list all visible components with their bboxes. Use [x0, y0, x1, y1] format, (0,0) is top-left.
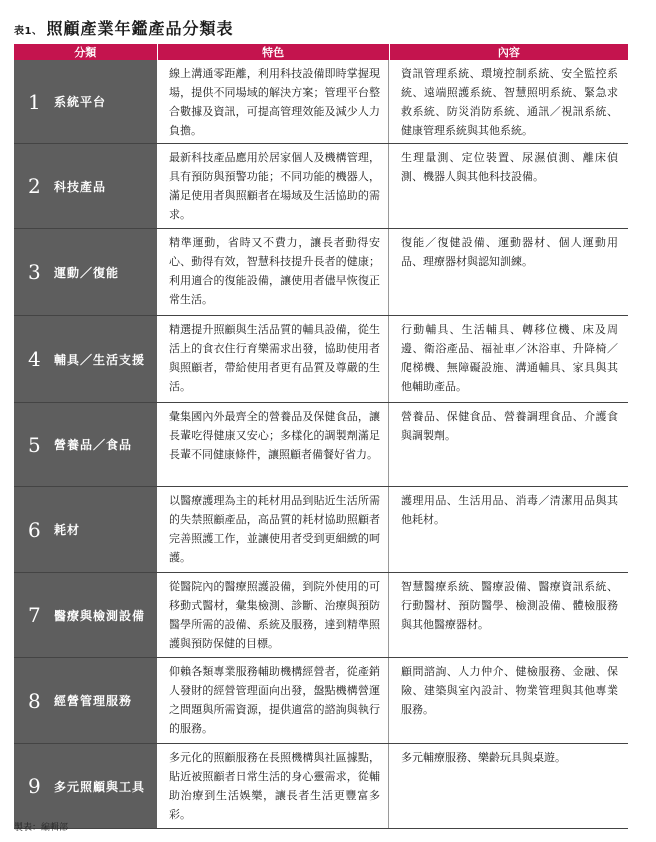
- contents-cell: 智慧醫療系統、醫療設備、醫療資訊系統、行動醫材、預防醫學、檢測設備、體檢服務與其他醫療器材。: [401, 580, 618, 631]
- table-heading: 照顧產業年鑑產品分類表: [46, 19, 234, 38]
- category-cell: [14, 229, 157, 315]
- contents-cell: 行動輔具、生活輔具、轉移位機、床及周邊、衛浴產品、福祉車／沐浴車、升降椅／爬梯機、無障礙設施、溝通輔具、家具與其他輔助產品。: [401, 323, 618, 393]
- category-cell: [14, 60, 157, 143]
- features-cell: 以醫療護理為主的耗材用品到貼近生活所需的失禁照顧產品，高品質的耗材協助照顧者完善照護工作，並讓使用者受到更細緻的呵護。: [157, 487, 389, 572]
- row-number: 7: [28, 603, 41, 627]
- contents-cell: 生理量測、定位裝置、尿濕偵測、離床偵測、機器人與其他科技設備。: [401, 151, 618, 183]
- category-cell: [14, 573, 157, 657]
- features-cell: 彙集國內外最齊全的營養品及保健食品，讓長輩吃得健康又安心；多樣化的調製劑滿足長輩不同健康條件，讓照顧者備餐好省力。: [157, 403, 389, 486]
- table-row: [14, 572, 628, 657]
- category-cell: [14, 658, 157, 743]
- row-number: 6: [28, 517, 41, 542]
- row-number: 3: [28, 260, 41, 284]
- contents-cell: 護理用品、生活用品、消毒／清潔用品與其他耗材。: [401, 494, 618, 526]
- category-cell: [14, 144, 157, 228]
- row-number: 9: [28, 774, 41, 798]
- table-row: [14, 143, 628, 228]
- header-contents: 內容: [389, 44, 628, 60]
- contents-cell: 資訊管理系統、環境控制系統、安全監控系統、遠端照護系統、智慧照明系統、緊急求救系統、防災消防系統、通訊／視訊系統、健康管理系統與其他系統。: [401, 67, 618, 137]
- table-row: [14, 743, 628, 828]
- category-name: 科技產品: [54, 179, 107, 194]
- category-cell: [14, 744, 157, 828]
- category-name: 多元照顧與工具: [54, 779, 146, 794]
- contents-cell: 顧問諮詢、人力仲介、健檢服務、金融、保險、建築與室內設計、物業管理與其他專業服務。: [401, 665, 618, 716]
- table-title: [14, 16, 233, 38]
- row-number: 2: [28, 174, 41, 198]
- features-cell: 精準運動，省時又不費力，讓長者動得安心、動得有效，智慧科技提升長者的健康；利用適合的復能設備，讓使用者儘早恢復正常生活。: [157, 229, 389, 315]
- features-cell: 最新科技產品應用於居家個人及機構管理，具有預防與預警功能；不同功能的機器人，滿足使用者與照顧者在場域及生活協助的需求。: [157, 144, 389, 228]
- row-number: 8: [28, 688, 41, 713]
- category-name: 輔具／生活支援: [54, 352, 146, 367]
- contents-cell: 營養品、保健食品、營養調理食品、介護食與調製劑。: [401, 410, 618, 442]
- table-header: [14, 44, 628, 60]
- category-name: 耗材: [54, 523, 81, 537]
- row-number: 1: [28, 89, 41, 114]
- category-name: 系統平台: [54, 95, 107, 109]
- table-body: [14, 60, 628, 828]
- category-name: 醫療與檢測設備: [54, 608, 146, 623]
- row-number: 4: [28, 347, 41, 371]
- features-cell: 從醫院內的醫療照護設備，到院外使用的可移動式醫材，彙集檢測、診斷、治療與預防醫學所需的設備、系統及服務，達到精準照護與預防保健的目標。: [157, 573, 389, 657]
- header-features: 特色: [157, 44, 389, 60]
- contents-cell: 多元輔療服務、樂齡玩具與桌遊。: [401, 751, 566, 764]
- header-category: 分類: [74, 46, 97, 59]
- features-cell: 線上溝通零距離，利用科技設備即時掌握現場，提供不同場域的解決方案；管理平台整合數據及資訊，可提高管理效能及減少人力負擔。: [157, 60, 389, 143]
- table-row: [14, 60, 628, 143]
- features-cell: 精選提升照顧與生活品質的輔具設備，從生活上的食衣住行育樂需求出發，協助使用者與照顧者，帶給使用者更有品質及尊嚴的生活。: [157, 316, 389, 402]
- features-cell: 多元化的照顧服務在長照機構與社區據點，貼近被照顧者日常生活的身心靈需求，從輔助治療到生活娛樂，讓長者生活更豐富多彩。: [157, 744, 389, 828]
- category-cell: [14, 487, 157, 572]
- table-row: [14, 486, 628, 572]
- category-name: 運動／復能: [54, 265, 120, 280]
- category-cell: [14, 403, 157, 486]
- table-row: [14, 228, 628, 315]
- category-cell: [14, 316, 157, 402]
- table-row: [14, 315, 628, 402]
- table-credit: 製表：編輯部: [14, 823, 69, 833]
- contents-cell: 復能／復健設備、運動器材、個人運動用品、理療器材與認知訓練。: [401, 236, 618, 268]
- row-number: 5: [28, 432, 41, 457]
- table-number: 表1、: [14, 26, 43, 37]
- features-cell: 仰賴各類專業服務輔助機構經營者，從產銷人發財的經營管理面向出發，盤點機構營運之問題與所需資源，提供適當的諮詢與執行的服務。: [157, 658, 389, 743]
- category-name: 營養品／食品: [54, 438, 133, 452]
- table-row: [14, 657, 628, 743]
- category-name: 經營管理服務: [54, 694, 133, 708]
- table-row: [14, 402, 628, 486]
- product-category-table: [14, 44, 628, 829]
